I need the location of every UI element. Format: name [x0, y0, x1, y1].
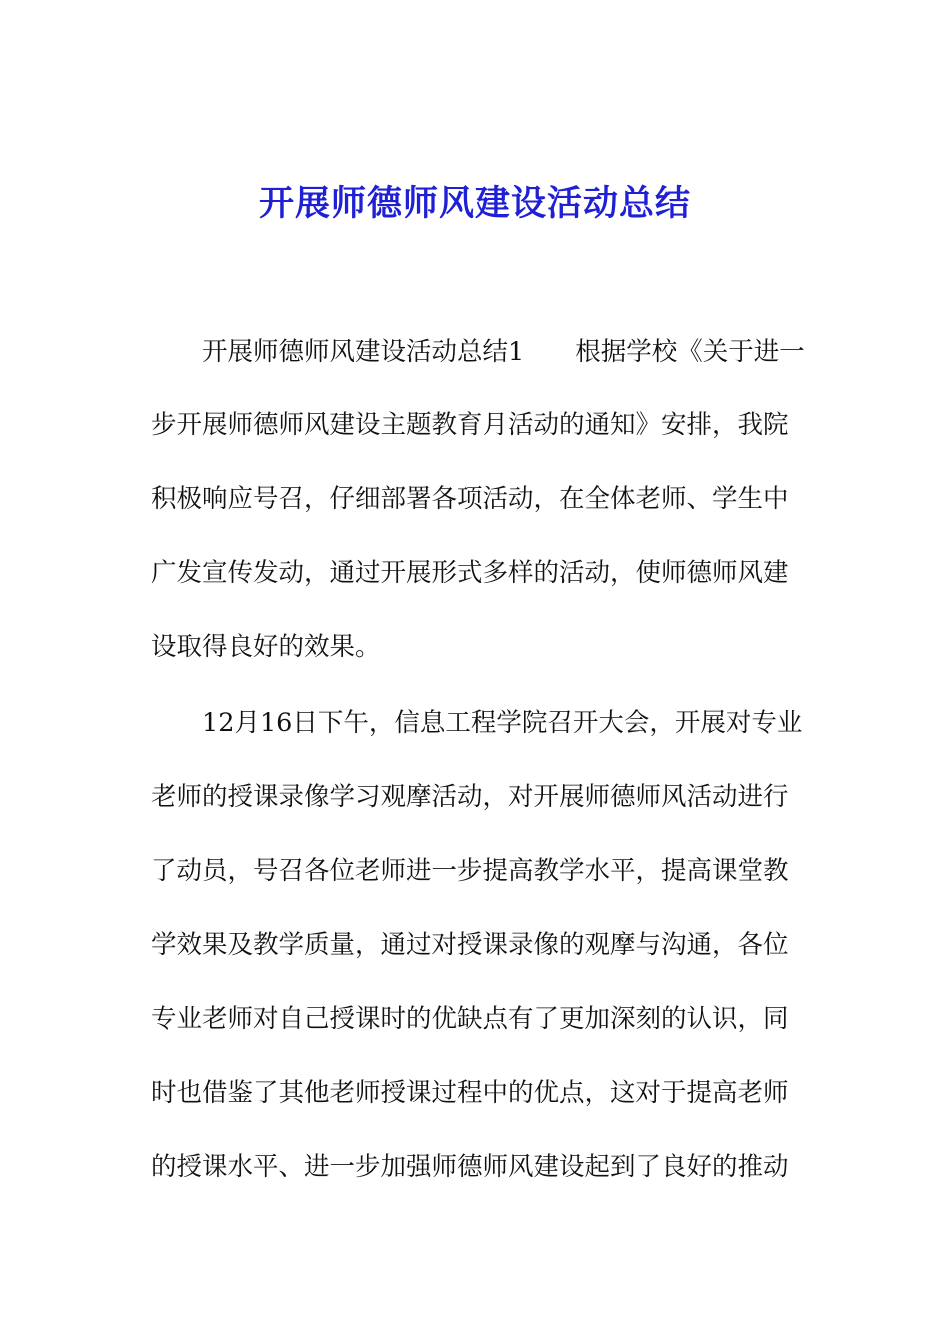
body-line: 了动员，号召各位老师进一步提高教学水平，提高课堂教: [151, 856, 789, 886]
body-line: 开展师德师风建设活动总结1 根据学校《关于进一: [151, 337, 805, 367]
body-line: 12月16日下午，信息工程学院召开大会，开展对专业: [151, 708, 803, 738]
body-line: 老师的授课录像学习观摩活动，对开展师德师风活动进行: [151, 782, 789, 812]
body-line: 广发宣传发动，通过开展形式多样的活动，使师德师风建: [151, 558, 789, 588]
document-title: 开展师德师风建设活动总结: [258, 183, 691, 224]
body-line: 时也借鉴了其他老师授课过程中的优点，这对于提高老师: [151, 1078, 789, 1108]
body-line: 步开展师德师风建设主题教育月活动的通知》安排，我院: [151, 410, 789, 440]
body-line: 学效果及教学质量，通过对授课录像的观摩与沟通，各位: [151, 930, 789, 960]
body-line: 设取得良好的效果。: [151, 632, 381, 662]
body-line: 积极响应号召，仔细部署各项活动，在全体老师、学生中: [151, 484, 789, 514]
body-line: 专业老师对自己授课时的优缺点有了更加深刻的认识，同: [151, 1004, 789, 1034]
body-line: 的授课水平、进一步加强师德师风建设起到了良好的推动: [151, 1152, 789, 1182]
